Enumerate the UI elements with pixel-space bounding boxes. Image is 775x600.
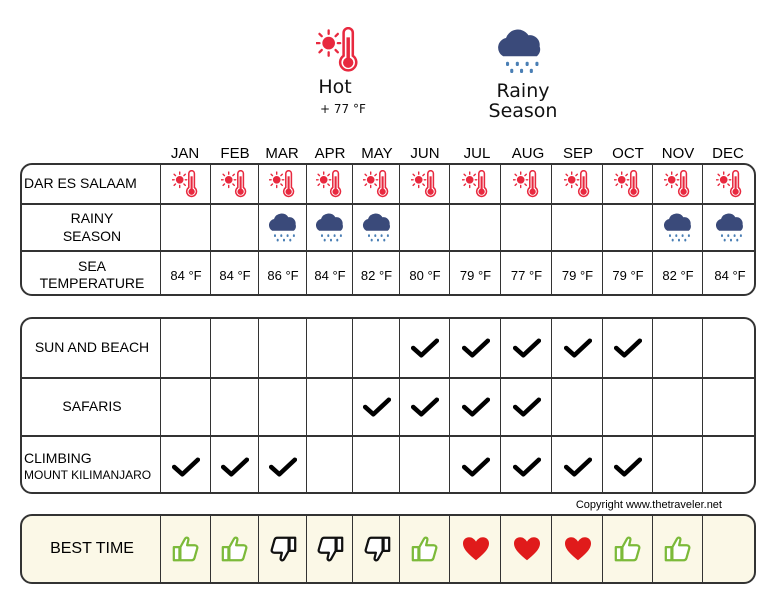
- month-cell: [602, 516, 653, 582]
- month-cell: [449, 516, 501, 582]
- rainy-row: [22, 203, 754, 250]
- month-cell: [352, 437, 400, 494]
- month-cell: [352, 379, 400, 435]
- rain-cloud-icon: [660, 212, 696, 244]
- sea-temperature-cell: 82 °F: [352, 252, 400, 296]
- row-label-rainy: [22, 205, 162, 250]
- month-cell: [399, 205, 450, 250]
- hot-thermometer-icon: [462, 170, 490, 198]
- row-label-city: DAR ES SALAAM: [24, 175, 137, 192]
- month-cell: [352, 516, 400, 582]
- row-label-safaris: SAFARIS: [62, 398, 122, 415]
- month-cell: [551, 516, 603, 582]
- sea-temperature-cell: 82 °F: [652, 252, 703, 296]
- month-cell: [352, 319, 400, 377]
- rain-cloud-icon: [712, 212, 748, 244]
- month-cell: [258, 205, 307, 250]
- checkmark-icon: [411, 397, 439, 417]
- thumbs-up-icon: [613, 534, 643, 564]
- month-cell: [602, 379, 653, 435]
- sea-temperature-cell: 84 °F: [702, 252, 756, 296]
- month-cell: [449, 437, 501, 494]
- month-cell: [500, 516, 552, 582]
- label-line: CLIMBING: [24, 450, 92, 467]
- checkmark-icon: [462, 338, 490, 358]
- month-cell: [258, 379, 307, 435]
- hot-legend-threshold: + 77 °F: [320, 102, 366, 116]
- rain-cloud-icon: [312, 212, 348, 244]
- checkmark-icon: [564, 338, 592, 358]
- row-label-sea-temperature: [22, 252, 162, 296]
- sea-temperature-cell: 77 °F: [500, 252, 552, 296]
- month-cell: [652, 319, 703, 377]
- sea-temperature-cell: 80 °F: [399, 252, 450, 296]
- checkmark-icon: [462, 397, 490, 417]
- hot-thermometer-icon: [411, 170, 439, 198]
- hot-thermometer-icon: [316, 170, 344, 198]
- month-cell: [500, 379, 552, 435]
- month-label: SEP: [562, 145, 593, 162]
- sea-temperature-cell: 84 °F: [160, 252, 211, 296]
- month-cell: [210, 205, 259, 250]
- month-cell: [500, 319, 552, 377]
- checkmark-icon: [411, 338, 439, 358]
- month-label: JUL: [463, 145, 491, 162]
- month-cell: [399, 437, 450, 494]
- month-cell: [258, 165, 307, 203]
- month-cell: [160, 165, 211, 203]
- month-cell: [160, 516, 211, 582]
- month-cell: [602, 319, 653, 377]
- month-cell: [551, 437, 603, 494]
- month-cell: [160, 437, 211, 494]
- month-cell: [500, 205, 552, 250]
- month-cell: [652, 516, 703, 582]
- month-label: FEB: [220, 145, 250, 162]
- hot-thermometer-icon: [316, 27, 362, 73]
- month-cell: [160, 319, 211, 377]
- month-cell: [306, 379, 353, 435]
- sea-temperature-cell: 79 °F: [602, 252, 653, 296]
- month-cell: [652, 437, 703, 494]
- checkmark-icon: [614, 457, 642, 477]
- month-cell: [399, 516, 450, 582]
- thumbs-up-icon: [410, 534, 440, 564]
- month-cell: [258, 516, 307, 582]
- label-line: SEA: [77, 257, 106, 274]
- hot-thermometer-icon: [513, 170, 541, 198]
- month-cell: [306, 516, 353, 582]
- month-cell: [399, 379, 450, 435]
- month-cell: [652, 379, 703, 435]
- best-time-table: [20, 514, 756, 584]
- month-label: DEC: [712, 145, 744, 162]
- month-cell: [306, 205, 353, 250]
- month-cell: [551, 379, 603, 435]
- hot-thermometer-icon: [172, 170, 200, 198]
- heart-icon: [513, 536, 541, 562]
- month-cell: [210, 165, 259, 203]
- month-label: AUG: [511, 145, 545, 162]
- month-label: MAR: [265, 145, 299, 162]
- copyright-text: Copyright www.thetraveler.net: [575, 499, 722, 511]
- month-cell: [602, 437, 653, 494]
- hot-thermometer-icon: [363, 170, 391, 198]
- month-cell: [602, 205, 653, 250]
- rainy-legend-title: [478, 82, 568, 122]
- checkmark-icon: [221, 457, 249, 477]
- rainy-legend-line2: Season: [488, 99, 558, 122]
- sea-temperature-row: [22, 250, 754, 296]
- rain-cloud-icon: [359, 212, 395, 244]
- hot-legend-title: Hot: [318, 76, 352, 98]
- checkmark-icon: [172, 457, 200, 477]
- month-cell: [449, 319, 501, 377]
- month-cell: [652, 165, 703, 203]
- month-label: APR: [314, 145, 346, 162]
- label-line: RAINY: [70, 210, 114, 226]
- month-label: JUN: [410, 145, 440, 162]
- month-cell: [258, 319, 307, 377]
- month-cell: [449, 379, 501, 435]
- row-label-sun-beach: SUN AND BEACH: [34, 339, 150, 356]
- month-cell: [602, 165, 653, 203]
- climbing-row: [22, 435, 754, 494]
- climate-table: [20, 163, 756, 296]
- checkmark-icon: [462, 457, 490, 477]
- hot-row: [22, 165, 754, 203]
- activities-table: [20, 317, 756, 494]
- thumbs-up-icon: [663, 534, 693, 564]
- best-time-row: [22, 516, 754, 582]
- month-cell: [449, 205, 501, 250]
- rainy-legend-line1: Rainy: [496, 80, 550, 102]
- month-cell: [160, 205, 211, 250]
- month-cell: [210, 516, 259, 582]
- label-line: SEASON: [62, 227, 122, 244]
- checkmark-icon: [513, 457, 541, 477]
- month-cell: [702, 205, 756, 250]
- checkmark-icon: [513, 397, 541, 417]
- hot-thermometer-icon: [221, 170, 249, 198]
- sea-temperature-cell: 79 °F: [449, 252, 501, 296]
- month-cell: [449, 165, 501, 203]
- hot-thermometer-icon: [716, 170, 744, 198]
- hot-thermometer-icon: [269, 170, 297, 198]
- month-cell: [210, 319, 259, 377]
- month-cell: [258, 437, 307, 494]
- month-header-row: [160, 145, 756, 165]
- month-label: NOV: [661, 145, 695, 162]
- month-cell: [500, 437, 552, 494]
- month-cell: [306, 437, 353, 494]
- month-cell: [551, 165, 603, 203]
- month-cell: [702, 165, 756, 203]
- month-cell: [702, 379, 756, 435]
- month-cell: [210, 437, 259, 494]
- checkmark-icon: [614, 338, 642, 358]
- month-label: JAN: [170, 145, 200, 162]
- heart-icon: [564, 536, 592, 562]
- label-line: TEMPERATURE: [39, 275, 145, 291]
- thumbs-down-icon: [362, 534, 392, 564]
- thumbs-up-icon: [171, 534, 201, 564]
- sea-temperature-cell: 86 °F: [258, 252, 307, 296]
- sea-temperature-cell: 84 °F: [306, 252, 353, 296]
- sea-temperature-cell: 84 °F: [210, 252, 259, 296]
- checkmark-icon: [269, 457, 297, 477]
- month-cell: [702, 516, 756, 582]
- hot-thermometer-icon: [664, 170, 692, 198]
- checkmark-icon: [513, 338, 541, 358]
- month-cell: [160, 379, 211, 435]
- month-cell: [399, 319, 450, 377]
- month-cell: [702, 437, 756, 494]
- rain-cloud-icon: [265, 212, 301, 244]
- checkmark-icon: [363, 397, 391, 417]
- rain-cloud-icon: [492, 28, 548, 76]
- thumbs-down-icon: [315, 534, 345, 564]
- hot-thermometer-icon: [564, 170, 592, 198]
- sea-temperature-cell: 79 °F: [551, 252, 603, 296]
- month-cell: [551, 319, 603, 377]
- month-cell: [352, 205, 400, 250]
- label-line: MOUNT KILIMANJARO: [24, 467, 152, 482]
- thumbs-down-icon: [268, 534, 298, 564]
- month-label: MAY: [361, 145, 393, 162]
- safaris-row: [22, 377, 754, 435]
- hot-thermometer-icon: [614, 170, 642, 198]
- month-label: OCT: [612, 145, 644, 162]
- month-cell: [306, 319, 353, 377]
- checkmark-icon: [564, 457, 592, 477]
- month-cell: [306, 165, 353, 203]
- month-cell: [702, 319, 756, 377]
- thumbs-up-icon: [220, 534, 250, 564]
- sun-beach-row: [22, 319, 754, 377]
- month-cell: [399, 165, 450, 203]
- month-cell: [500, 165, 552, 203]
- month-cell: [652, 205, 703, 250]
- month-cell: [210, 379, 259, 435]
- row-label-best-time: BEST TIME: [50, 540, 134, 557]
- row-label-climbing: [22, 437, 164, 494]
- heart-icon: [462, 536, 490, 562]
- month-cell: [352, 165, 400, 203]
- month-cell: [551, 205, 603, 250]
